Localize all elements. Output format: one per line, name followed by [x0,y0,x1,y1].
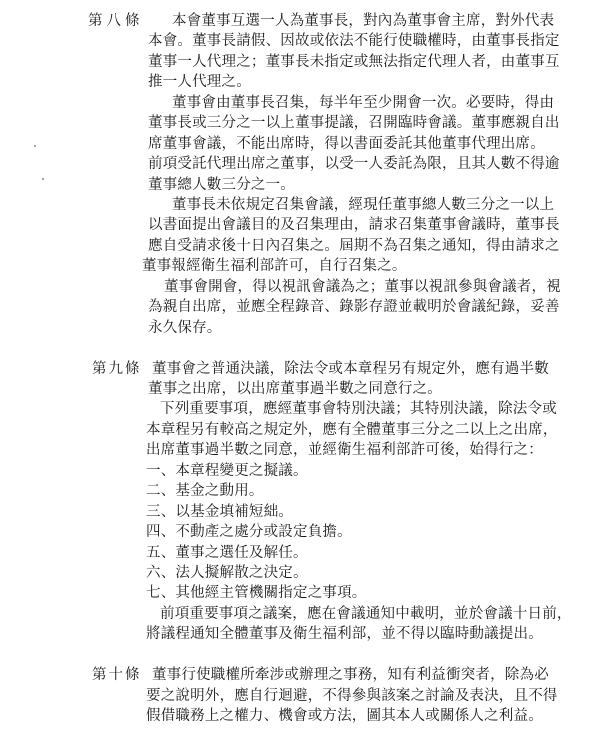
article-8-line: 董事長或三分之一以上董事提議，召開臨時會議。董事應親自出 [148,115,560,132]
article-9-line: 前項重要事項之議案，應在會議通知中載明，並於會議十日前， [160,605,572,622]
article-10-line: 假借職務上之權力、機會或方法，圖其本人或關係人之利益。 [146,708,543,724]
scan-speck [34,145,36,147]
article-8-line: 董事報經衛生福利部許可，自行召集之。 [142,258,407,275]
scan-speck [42,178,44,180]
article-8-line: 應自受請求後十日內召集之。屆期不為召集之通知，得由請求之 [148,237,560,254]
article-8-line: 本會。董事長請假、因故或依法不能行使職權時，由董事長指定 [148,33,560,50]
article-9-label: 第九條 [92,360,142,377]
article-9-line: 本章程另有較高之規定外，應有全體董事三分之二以上之出席， [146,421,558,438]
article-8-line: 席董事會議，不能出席時，得以書面委託其他董事代理出席。 [148,135,545,152]
article-9-list-item: 七、其他經主管機關指定之事項。 [146,585,367,602]
article-8-line: 董事會開會，得以視訊會議為之；董事以視訊參與會議者，視 [164,278,561,295]
article-8-line: 董事總人數三分之一。 [148,176,295,193]
article-9-list-item: 三、以基金填補短絀。 [146,503,293,520]
article-10-label: 第十條 [92,667,142,684]
article-10-line: 董事行使職權所牽涉或辦理之事務，知有利益衝突者，除為必 [152,667,549,684]
article-8-line: 為親自出席，並應全程錄音、錄影存證並載明於會議紀錄，妥善 [148,299,560,316]
article-8-line: 前項受託代理出席之董事，以受一人委託為限，且其人數不得逾 [148,156,560,173]
article-9-list-item: 二、基金之動用。 [146,483,264,500]
article-8-line: 本會董事互選一人為董事長，對內為董事會主席，對外代表 [172,13,555,29]
article-9-list-item: 四、不動產之處分或設定負擔。 [146,524,352,540]
article-8-line: 董事會由董事長召集，每半年至少開會一次。必要時，得由 [172,94,555,111]
article-8-line: 董事一人代理之；董事長未指定或無法指定代理人者，由董事互 [148,53,560,70]
article-9-line: 下列重要事項，應經董事會特別決議；其特別決議，除法令或 [160,401,557,418]
article-8-line: 推一人代理之。 [148,74,251,91]
article-8-line: 以書面提出會議目的及召集理由，請求召集董事會議時，董事長 [148,217,560,234]
article-8-line: 永久保存。 [148,319,222,336]
article-9-line: 出席董事過半數之同意，並經衛生福利部許可後，始得行之： [146,442,543,459]
article-8-label: 第八條 [88,13,144,29]
article-9-line: 董事之出席，以出席董事過半數之同意行之。 [148,380,442,397]
article-9-line: 將議程通知全體董事及衛生福利部，並不得以臨時動議提出。 [146,626,543,643]
article-9-list-item: 五、董事之選任及解任。 [146,544,308,561]
article-10-line: 要之說明外，應自行迴避，不得參與該案之討論及表決，且不得 [146,687,558,704]
article-8-line: 董事長未依規定召集會議，經現任董事總人數三分之一以上 [172,197,555,213]
article-9-list-item: 一、本章程變更之擬議。 [146,462,308,479]
article-9-line: 董事會之普通決議，除法令或本章程另有規定外，應有過半數 [152,360,549,377]
article-9-list-item: 六、法人擬解散之決定。 [146,564,308,581]
